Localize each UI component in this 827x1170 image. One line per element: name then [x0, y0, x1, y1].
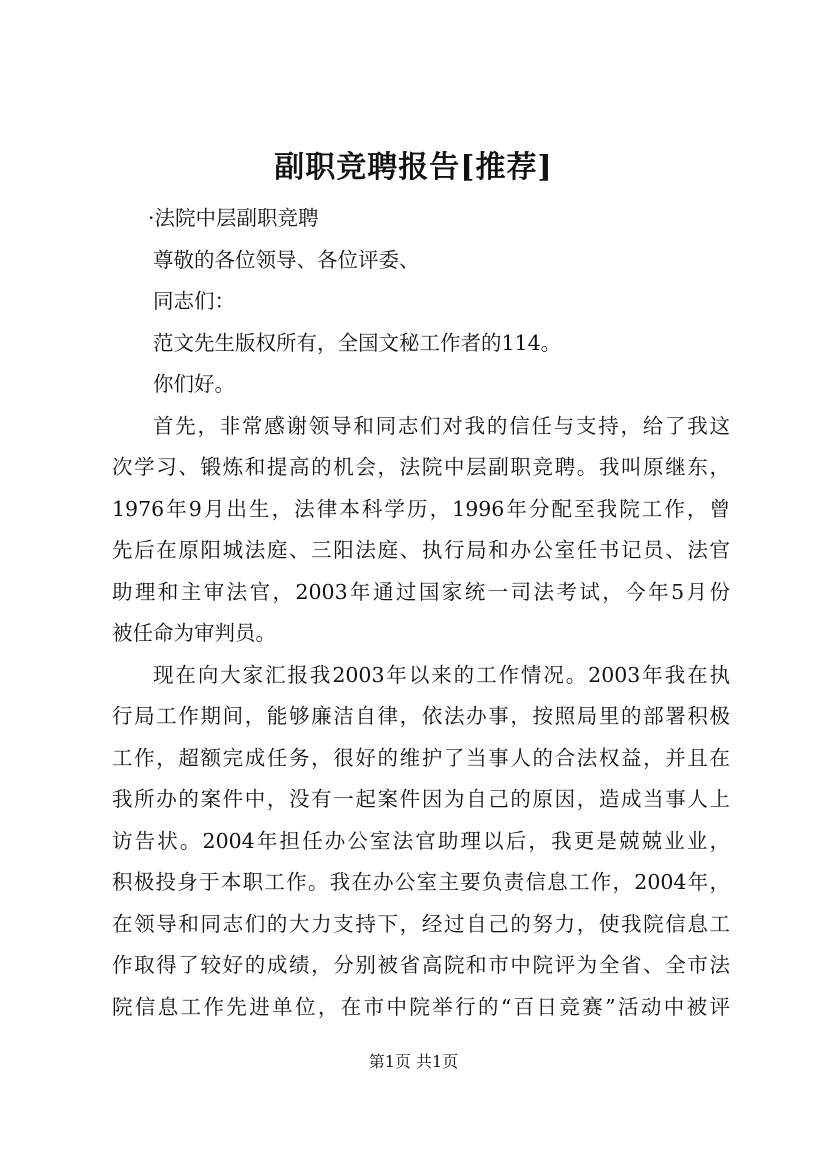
greeting-line: 你们好。 [153, 372, 235, 396]
page-footer: 第1页 共1页 [368, 1052, 459, 1071]
paragraph-line: 院信息工作先进单位，在市中院举行的“百日竞赛”活动中被评 [112, 994, 730, 1019]
paragraph-line: 工作，超额完成任务，很好的维护了当事人的合法权益，并且在 [112, 745, 730, 770]
paragraph-line: 首先，非常感谢领导和同志们对我的信任与支持，给了我这 [153, 413, 730, 438]
paragraph-line: 访告状。2004年担任办公室法官助理以后，我更是兢兢业业， [112, 828, 730, 853]
paragraph-line: 现在向大家汇报我2003年以来的工作情况。2003年我在执 [153, 662, 730, 687]
paragraph-line: 我所办的案件中，没有一起案件因为自己的原因，造成当事人上 [112, 787, 730, 811]
paragraph-line: 在领导和同志们的大力支持下，经过自己的努力，使我院信息工 [112, 911, 730, 936]
document-body [112, 198, 730, 1028]
paragraph-line: 被任命为审判员。 [112, 621, 276, 645]
paragraph-line: 1976年9月出生，法律本科学历，1996年分配至我院工作，曾 [112, 496, 730, 521]
paragraph-line: 积极投身于本职工作。我在办公室主要负责信息工作，2004年， [112, 870, 730, 894]
paragraph-line: 行局工作期间，能够廉洁自律，依法办事，按照局里的部署积极 [112, 704, 730, 728]
page-title: 副职竞聘报告[推荐] [274, 150, 553, 185]
paragraph-line: 先后在原阳城法庭、三阳法庭、执行局和办公室任书记员、法官 [112, 538, 730, 562]
paragraph-line: 次学习、锻炼和提高的机会，法院中层副职竞聘。我叫原继东， [112, 455, 730, 479]
copyright-line: 范文先生版权所有，全国文秘工作者的114。 [153, 330, 562, 355]
paragraph-line: 助理和主审法官，2003年通过国家统一司法考试，今年5月份 [112, 579, 730, 604]
greeting-line: 尊敬的各位领导、各位评委、 [153, 247, 420, 272]
subtitle-line: ·法院中层副职竞聘 [148, 206, 319, 230]
greeting-line: 同志们： [153, 289, 235, 313]
paragraph-line: 作取得了较好的成绩，分别被省高院和市中院评为全省、全市法 [112, 953, 730, 977]
